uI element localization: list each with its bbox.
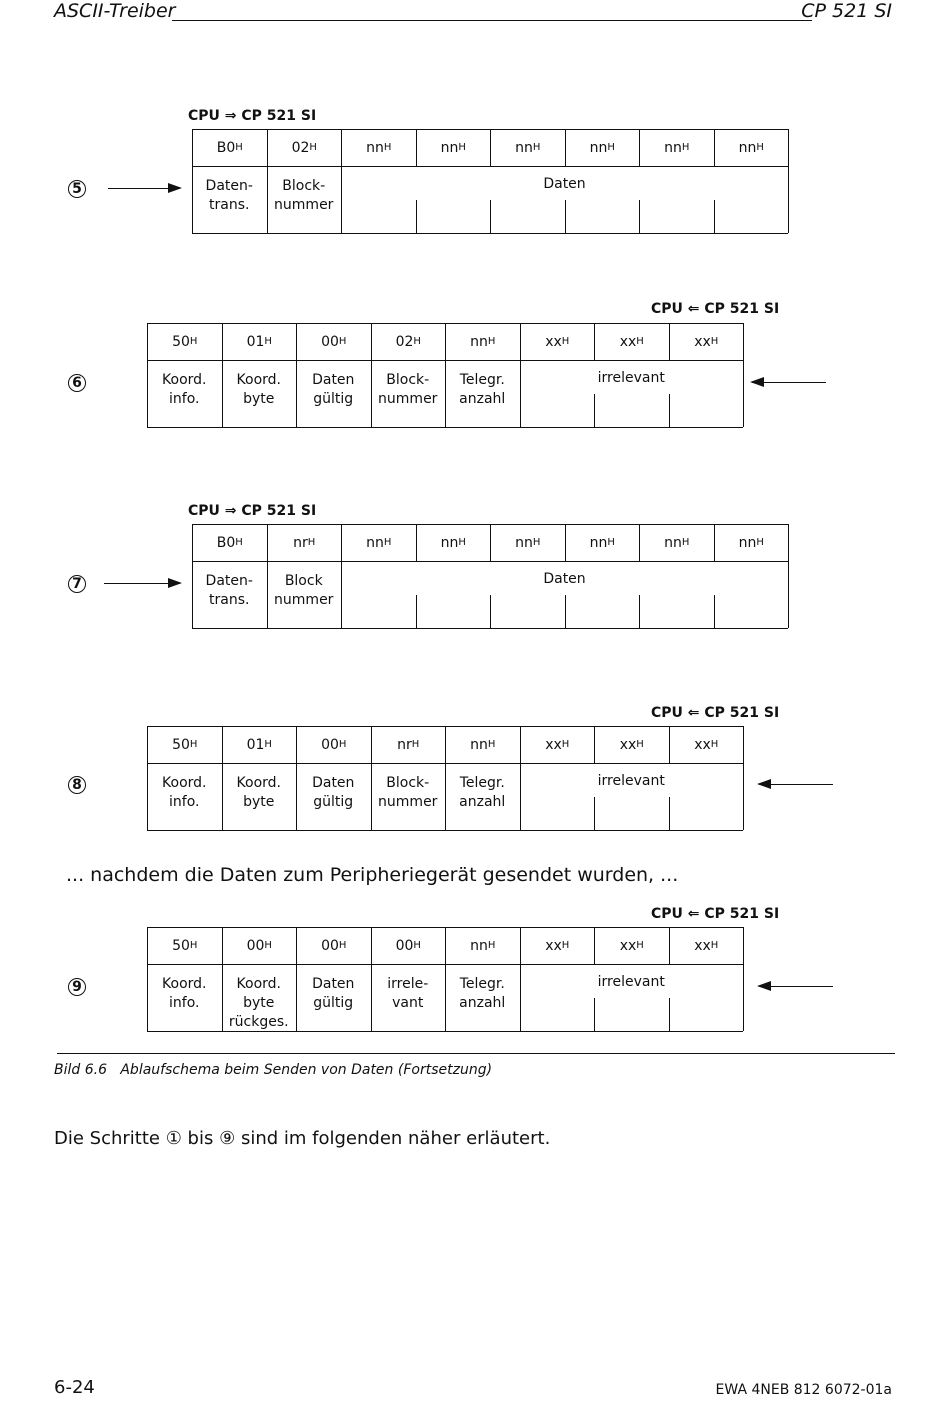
byte-subscript: H (235, 142, 243, 153)
byte-cell (565, 129, 640, 166)
byte-cell (371, 726, 446, 763)
partial-separator (669, 394, 670, 427)
field-label: Koord. byte (236, 775, 281, 810)
telegram-table (192, 524, 788, 628)
byte-cell (192, 524, 267, 561)
field-label: Telegr. anzahl (459, 976, 506, 1011)
field-label: Block- nummer (378, 372, 438, 407)
byte-cell (371, 323, 446, 360)
byte-cell (565, 524, 640, 561)
byte-cell (520, 323, 595, 360)
byte-value: nn (515, 139, 533, 156)
byte-subscript: H (487, 336, 496, 347)
document-id: EWA 4NEB 812 6072-01a (715, 1382, 892, 1398)
caption-number: Bild 6.6 (54, 1062, 107, 1078)
table-mid-border (192, 561, 788, 562)
table-bottom-border (192, 628, 788, 629)
byte-subscript: H (756, 142, 764, 153)
byte-subscript: H (338, 940, 347, 951)
byte-value: xx (694, 937, 711, 954)
byte-value: nn (470, 937, 488, 954)
field-label: Koord. info. (162, 775, 207, 810)
partial-separator (669, 998, 670, 1031)
table-right-border (788, 129, 789, 233)
partial-separator (565, 200, 566, 233)
byte-subscript: H (338, 739, 347, 750)
byte-subscript: H (235, 537, 243, 548)
byte-subscript: H (189, 739, 198, 750)
byte-cell (669, 323, 744, 360)
byte-cell (714, 524, 789, 561)
byte-value: 50 (172, 937, 190, 954)
byte-value: 01 (246, 736, 265, 753)
header-title-right: CP 521 SI (801, 0, 892, 22)
byte-cell (296, 726, 371, 763)
byte-cell (267, 129, 342, 166)
byte-value: B0 (216, 534, 236, 551)
field-label: Koord. info. (162, 976, 207, 1011)
byte-subscript: H (383, 537, 392, 548)
byte-subscript: H (710, 940, 719, 951)
span-label: Daten (543, 571, 586, 587)
byte-cell (341, 524, 416, 561)
byte-subscript: H (411, 739, 420, 750)
field-label: Koord. info. (162, 372, 207, 407)
byte-subscript: H (561, 336, 570, 347)
telegram-table (147, 323, 743, 427)
byte-value: 00 (246, 937, 265, 954)
byte-cell (714, 129, 789, 166)
byte-subscript: H (710, 739, 719, 750)
byte-subscript: H (636, 739, 644, 750)
arrow-right-icon (108, 188, 180, 189)
byte-subscript: H (264, 336, 272, 347)
header-title-left: ASCII-Treiber (54, 0, 176, 22)
byte-value: 00 (321, 333, 339, 350)
table-bottom-border (147, 830, 743, 831)
byte-cell (594, 323, 669, 360)
byte-value: xx (694, 333, 711, 350)
byte-value: nn (440, 534, 459, 551)
direction-label: CPU ⇒ CP 521 SI (188, 108, 317, 124)
byte-subscript: H (458, 142, 466, 153)
byte-value: xx (545, 937, 562, 954)
arrow-left-icon (759, 784, 833, 785)
span-label: irrelevant (597, 974, 665, 990)
byte-value: nr (293, 534, 308, 551)
byte-cell (445, 323, 520, 360)
byte-value: 00 (321, 937, 339, 954)
field-label: Daten gültig (312, 976, 355, 1011)
byte-subscript: H (413, 336, 421, 347)
byte-value: 01 (246, 333, 265, 350)
partial-separator (490, 595, 491, 628)
byte-subscript: H (413, 940, 421, 951)
byte-subscript: H (264, 739, 272, 750)
byte-cell (639, 524, 714, 561)
byte-value: nn (515, 534, 533, 551)
byte-value: xx (694, 736, 711, 753)
byte-cell (296, 927, 371, 964)
partial-separator (416, 200, 417, 233)
byte-subscript: H (607, 142, 615, 153)
field-label: Daten- trans. (205, 178, 253, 213)
partial-separator (639, 595, 640, 628)
byte-cell (267, 524, 342, 561)
byte-subscript: H (458, 537, 466, 548)
field-label: Block- nummer (378, 775, 438, 810)
arrow-left-icon (752, 382, 826, 383)
byte-cell (147, 323, 222, 360)
byte-cell (222, 726, 297, 763)
byte-cell (594, 726, 669, 763)
byte-subscript: H (636, 940, 644, 951)
byte-cell (341, 129, 416, 166)
byte-cell (594, 927, 669, 964)
byte-cell (296, 323, 371, 360)
byte-subscript: H (264, 940, 272, 951)
byte-value: nr (397, 736, 412, 753)
byte-subscript: H (681, 537, 690, 548)
table-right-border (743, 726, 744, 830)
partial-separator (565, 595, 566, 628)
byte-subscript: H (607, 537, 615, 548)
byte-value: 02 (291, 139, 310, 156)
byte-value: nn (366, 139, 384, 156)
field-label: irrele- vant (387, 976, 429, 1011)
field-label: Daten- trans. (205, 573, 253, 608)
separator-text: ... nachdem die Daten zum Peripheriegerät gesendet wurden, ... (66, 864, 679, 886)
byte-value: nn (470, 333, 488, 350)
byte-subscript: H (307, 537, 316, 548)
telegram-table (192, 129, 788, 233)
partial-separator (490, 200, 491, 233)
byte-value: 00 (395, 937, 414, 954)
byte-value: xx (619, 333, 637, 350)
field-label: Koord. byte (236, 372, 281, 407)
byte-cell (416, 129, 491, 166)
table-right-border (788, 524, 789, 628)
byte-subscript: H (561, 940, 570, 951)
byte-cell (192, 129, 267, 166)
byte-cell (147, 927, 222, 964)
field-label: Telegr. anzahl (459, 372, 506, 407)
byte-cell (222, 927, 297, 964)
byte-value: xx (545, 736, 562, 753)
table-right-border (743, 323, 744, 427)
byte-cell (147, 726, 222, 763)
table-bottom-border (192, 233, 788, 234)
field-label: Koord. byte rückges. (228, 976, 289, 1030)
field-label: Telegr. anzahl (459, 775, 506, 810)
byte-subscript: H (487, 940, 496, 951)
direction-label: CPU ⇐ CP 521 SI (651, 906, 780, 922)
byte-value: xx (619, 736, 637, 753)
direction-label: CPU ⇐ CP 521 SI (651, 301, 780, 317)
field-label: Daten gültig (312, 775, 355, 810)
byte-cell (371, 927, 446, 964)
byte-subscript: H (309, 142, 317, 153)
byte-value: nn (738, 139, 757, 156)
byte-value: nn (589, 534, 608, 551)
body-text: Die Schritte ① bis ⑨ sind im folgenden näher erläutert. (54, 1128, 551, 1149)
byte-subscript: H (532, 537, 541, 548)
byte-value: xx (545, 333, 562, 350)
step-number-icon: 6 (68, 374, 86, 392)
byte-cell (445, 927, 520, 964)
byte-value: 50 (172, 736, 190, 753)
byte-subscript: H (681, 142, 690, 153)
partial-separator (416, 595, 417, 628)
byte-value: B0 (216, 139, 236, 156)
byte-cell (669, 726, 744, 763)
byte-subscript: H (189, 336, 198, 347)
byte-cell (416, 524, 491, 561)
field-label: Block- nummer (274, 178, 334, 213)
byte-value: nn (589, 139, 608, 156)
byte-value: nn (366, 534, 384, 551)
byte-subscript: H (532, 142, 541, 153)
step-number-icon: 5 (68, 180, 86, 198)
partial-separator (714, 595, 715, 628)
byte-value: xx (619, 937, 637, 954)
byte-subscript: H (487, 739, 496, 750)
arrow-right-icon (104, 583, 180, 584)
span-label: Daten (543, 176, 586, 192)
table-bottom-border (147, 427, 743, 428)
partial-separator (639, 200, 640, 233)
byte-subscript: H (561, 739, 570, 750)
telegram-table (147, 927, 743, 1031)
byte-value: nn (664, 139, 682, 156)
partial-separator (669, 797, 670, 830)
partial-separator (594, 998, 595, 1031)
byte-cell (222, 323, 297, 360)
byte-value: 02 (395, 333, 414, 350)
step-number-icon: 7 (68, 575, 86, 593)
partial-separator (594, 394, 595, 427)
table-right-border (743, 927, 744, 1031)
partial-separator (594, 797, 595, 830)
byte-subscript: H (383, 142, 392, 153)
byte-subscript: H (189, 940, 198, 951)
byte-cell (639, 129, 714, 166)
direction-label: CPU ⇐ CP 521 SI (651, 705, 780, 721)
byte-cell (490, 524, 565, 561)
caption-rule (57, 1053, 895, 1054)
byte-value: 00 (321, 736, 339, 753)
arrow-left-icon (759, 986, 833, 987)
field-label: Block nummer (274, 573, 334, 608)
span-label: irrelevant (597, 773, 665, 789)
byte-subscript: H (338, 336, 347, 347)
byte-subscript: H (710, 336, 719, 347)
step-number-icon: 8 (68, 776, 86, 794)
byte-cell (490, 129, 565, 166)
table-mid-border (192, 166, 788, 167)
byte-cell (520, 927, 595, 964)
telegram-table (147, 726, 743, 830)
byte-value: nn (440, 139, 459, 156)
byte-value: 50 (172, 333, 190, 350)
page-number: 6-24 (54, 1377, 95, 1398)
byte-cell (520, 726, 595, 763)
span-label: irrelevant (597, 370, 665, 386)
header-rule (172, 20, 812, 21)
byte-value: nn (470, 736, 488, 753)
caption-text: Ablaufschema beim Senden von Daten (Fortsetzung) (120, 1062, 493, 1078)
figure-caption (54, 1062, 492, 1078)
byte-cell (669, 927, 744, 964)
partial-separator (714, 200, 715, 233)
byte-value: nn (664, 534, 682, 551)
direction-label: CPU ⇒ CP 521 SI (188, 503, 317, 519)
step-number-icon: 9 (68, 978, 86, 996)
byte-subscript: H (756, 537, 764, 548)
byte-subscript: H (636, 336, 644, 347)
field-label: Daten gültig (312, 372, 355, 407)
byte-cell (445, 726, 520, 763)
byte-value: nn (738, 534, 757, 551)
